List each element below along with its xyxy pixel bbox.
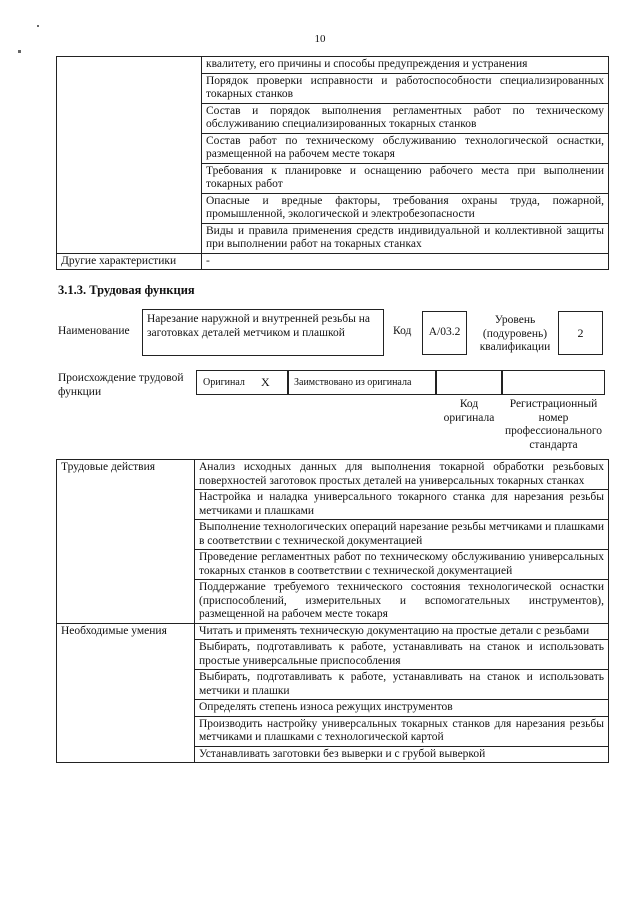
page-number: 10 [314, 33, 326, 45]
origin-code-caption: Код оригинала [443, 398, 495, 424]
table-cell: Порядок проверки исправности и работоспособности специализированных токарных станков [202, 73, 609, 103]
table-row [57, 623, 609, 640]
table-cell: Поддержание требуемого технического состояния технологической оснастки (приспособлений, измерительных и вспомогательных инструментов), размещенной на рабочем месте токаря [195, 580, 609, 624]
table-cell: Читать и применять техническую документацию на простые детали с резьбами [195, 623, 609, 640]
origin-label: Происхождение трудовой функции [58, 372, 184, 398]
top-table [56, 56, 609, 270]
scan-speck [37, 25, 39, 27]
origin-original-mark: X [261, 375, 270, 389]
table-cell: Опасные и вредные факторы, требования охраны труда, пожарной, промышленной, экологической и электробезопасности [202, 193, 609, 223]
level-label: Уровень (подуровень) квалификации [479, 314, 551, 353]
actions-label: Трудовые действия [57, 460, 195, 624]
level-box [558, 311, 603, 355]
name-value: Нарезание наружной и внутренней резьбы на заготовках деталей метчиком и плашкой [147, 313, 370, 339]
table-cell: Устанавливать заготовки без выверки и с грубой выверкой [195, 746, 609, 763]
table-cell: Выбирать, подготавливать к работе, устанавливать на станок и использовать простые универсальные приспособления [195, 640, 609, 670]
skills-label: Необходимые умения [57, 623, 195, 763]
origin-original-label: Оригинал [203, 377, 245, 388]
other-characteristics-value: - [202, 253, 609, 270]
function-table [56, 459, 609, 763]
code-value: A/03.2 [428, 326, 461, 338]
table-cell-empty [57, 57, 202, 254]
table-cell: квалитету, его причины и способы предупреждения и устранения [202, 57, 609, 74]
table-cell: Требования к планировке и оснащению рабочего места при выполнении токарных работ [202, 163, 609, 193]
table-cell: Определять степень износа режущих инструментов [195, 700, 609, 717]
origin-original-box [196, 370, 288, 395]
code-box [422, 311, 467, 355]
level-value: 2 [577, 326, 584, 340]
table-cell: Выбирать, подготавливать к работе, устанавливать на станок и использовать метчики и плашки [195, 670, 609, 700]
table-row [57, 253, 609, 270]
origin-code-box [436, 370, 502, 395]
table-cell: Проведение регламентных работ по техническому обслуживанию универсальных токарных станков в соответствии с технической документацией [195, 550, 609, 580]
name-box [142, 309, 384, 356]
table-cell: Анализ исходных данных для выполнения токарной обработки резьбовых поверхностей заготовок простых деталей на универсальных токарных станках [195, 460, 609, 490]
section-title: 3.1.3. Трудовая функция [58, 283, 195, 297]
table-cell: Состав и порядок выполнения регламентных работ по техническому обслуживанию специализированных токарных станков [202, 103, 609, 133]
origin-borrowed-box [288, 370, 436, 395]
other-characteristics-label: Другие характеристики [57, 253, 202, 270]
origin-borrowed-label: Заимствовано из оригинала [294, 377, 412, 388]
table-cell: Виды и правила применения средств индивидуальной и коллективной защиты при выполнении работ на токарных станках [202, 223, 609, 253]
table-row [57, 460, 609, 490]
name-label: Наименование [58, 325, 130, 337]
table-cell: Настройка и наладка универсального токарного станка для нарезания резьбы метчиками и плашками [195, 490, 609, 520]
table-cell: Производить настройку универсальных токарных станков для нарезания резьбы метчиками и плашками с технологической картой [195, 716, 609, 746]
scan-speck [18, 50, 21, 53]
origin-reg-caption: Регистрационный номер профессионального стандарта [504, 398, 603, 451]
table-cell: Состав работ по техническому обслуживанию технологической оснастки, размещенной на рабочем месте токаря [202, 133, 609, 163]
table-row [57, 57, 609, 74]
table-cell: Выполнение технологических операций нарезание резьбы метчиками и плашками в соответствии с технической документацией [195, 520, 609, 550]
origin-reg-box [502, 370, 605, 395]
code-label: Код [393, 325, 412, 337]
